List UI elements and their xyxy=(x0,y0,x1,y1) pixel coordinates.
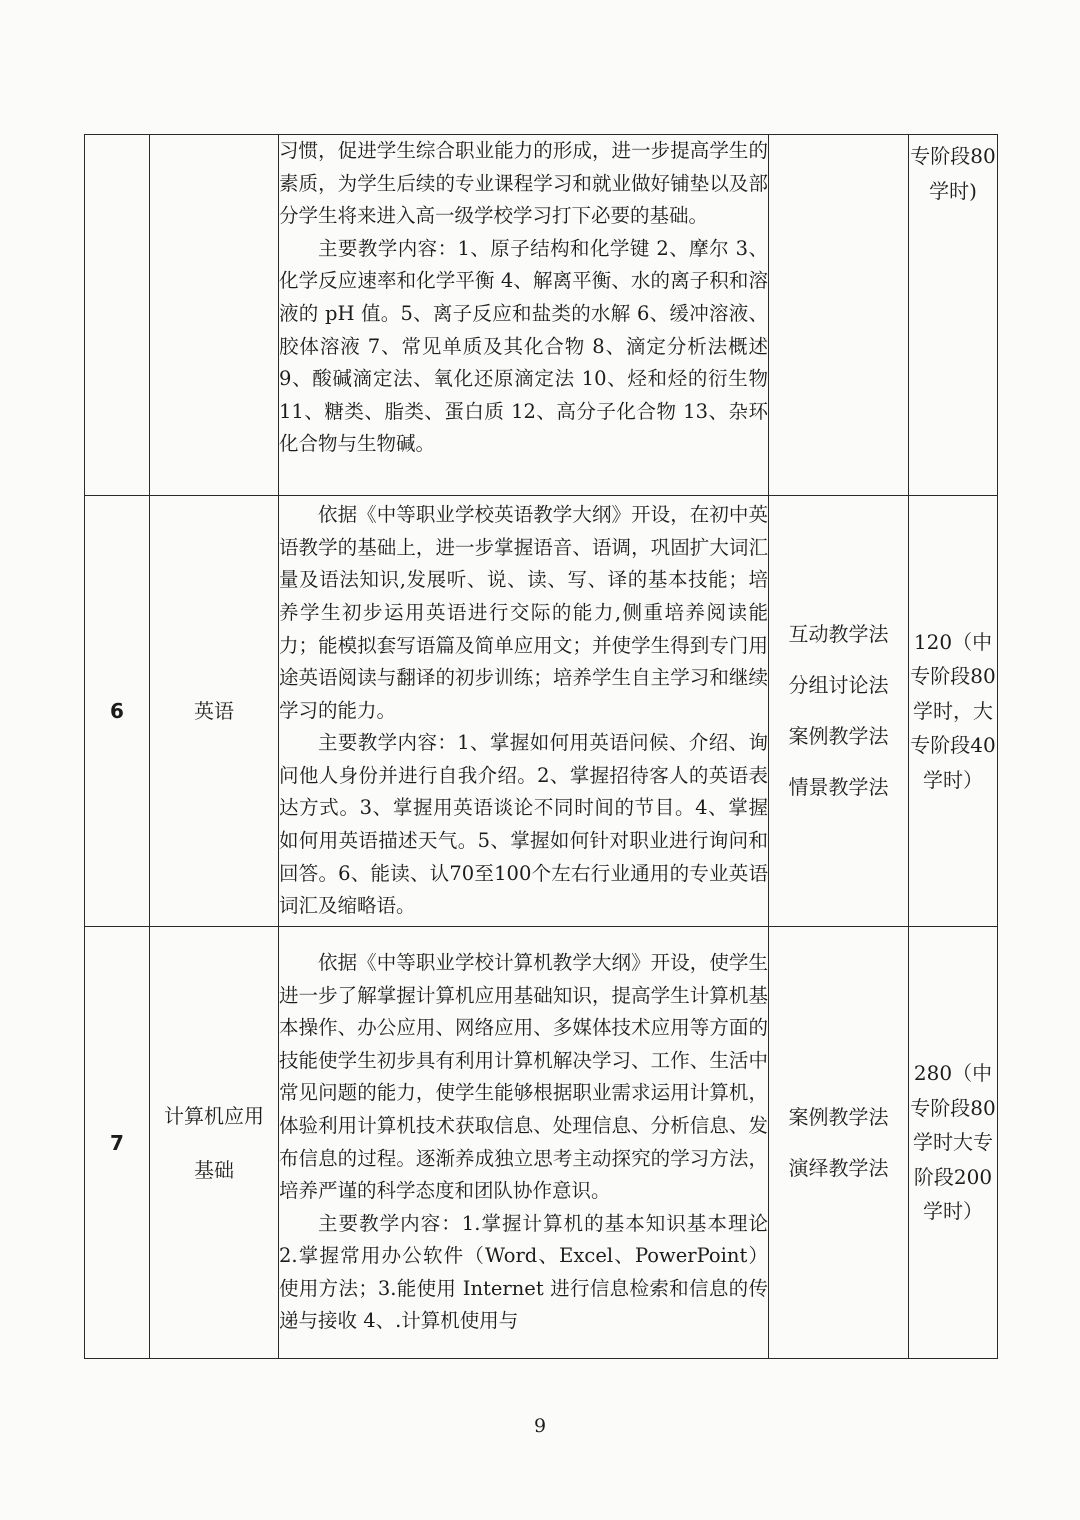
class-hours-cell xyxy=(909,135,998,496)
class-hours-text: 专阶段80学时) xyxy=(910,144,996,203)
description-paragraph: 依据《中等职业学校英语教学大纲》开设，在初中英语教学的基础上，进一步掌握语音、语调，巩固扩大词汇量及语法知识,发展听、说、读、写、译的基本技能；培养学生初步运用英语进行交际的能力,侧重培养阅读能力；能模拟套写语篇及简单应用文；并使学生得到专门用途英语阅读与翻译的初步训练；培养学生自主学习和继续学习的能力。 xyxy=(279,503,768,722)
teaching-method: 演绎教学法 xyxy=(788,1155,889,1180)
teaching-method: 情景教学法 xyxy=(788,775,889,799)
teaching-method: 案例教学法 xyxy=(788,724,889,748)
page-number: 9 xyxy=(533,1415,547,1437)
course-name-line: 基础 xyxy=(194,1157,234,1182)
course-name-line: 英语 xyxy=(194,699,234,723)
course-number-cell: 7 xyxy=(85,927,150,1359)
course-description-cell xyxy=(279,135,769,496)
teaching-method-cell xyxy=(769,496,909,927)
course-description-cell xyxy=(279,927,769,1359)
course-description-cell xyxy=(279,496,769,927)
teaching-method-cell xyxy=(769,135,909,496)
course-name-cell xyxy=(150,135,279,496)
teaching-method: 案例教学法 xyxy=(788,1104,889,1129)
table-body xyxy=(85,135,998,1359)
class-hours-text: 280（中专阶段80学时大专阶段200学时） xyxy=(910,1061,996,1224)
table-row xyxy=(85,927,998,1359)
class-hours-cell xyxy=(909,496,998,927)
curriculum-table xyxy=(84,134,998,1359)
description-paragraph: 主要教学内容：1、掌握如何用英语问候、介绍、询问他人身份并进行自我介绍。2、掌握招待客人的英语表达方式。3、掌握用英语谈论不同时间的节目。4、掌握如何用英语描述天气。5、掌握如何针对职业进行询问和回答。6、能读、认70至100个左右行业通用的专业英语词汇及缩略语。 xyxy=(279,731,768,918)
description-paragraph: 习惯，促进学生综合职业能力的形成，进一步提高学生的素质，为学生后续的专业课程学习和就业做好铺垫以及部分学生将来进入高一级学校学习打下必要的基础。 xyxy=(279,139,768,228)
description-paragraph: 主要教学内容：1、原子结构和化学键 2、摩尔 3、化学反应速率和化学平衡 4、解离平衡、水的离子积和溶液的 pH 值。5、离子反应和盐类的水解 6、缓冲溶液、胶体溶液 7、常见单质及其化合物 8、滴定分析法概述 9、酸碱滴定法、氧化还原滴定法 10、烃和烃的衍生物 11、糖类、脂类、蛋白质 12、高分子化合物 13、杂环化合物与生物碱。 xyxy=(279,236,768,456)
description-paragraph: 依据《中等职业学校计算机教学大纲》开设，使学生进一步了解掌握计算机应用基础知识，提高学生计算机基本操作、办公应用、网络应用、多媒体技术应用等方面的技能使学生初步具有利用计算机解决学习、工作、生活中常见问题的能力，使学生能够根据职业需求运用计算机，体验利用计算机技术获取信息、处理信息、分析信息、发布信息的过程。逐渐养成独立思考主动探究的学习方法，培养严谨的科学态度和团队协作意识。 xyxy=(279,950,768,1203)
teaching-method: 互动教学法 xyxy=(788,622,889,646)
class-hours-text: 120（中专阶段80学时，大专阶段40学时） xyxy=(910,629,996,792)
teaching-method: 分组讨论法 xyxy=(788,673,889,697)
course-number-cell xyxy=(85,135,150,496)
course-name-line: 计算机应用 xyxy=(164,1103,264,1128)
table-row xyxy=(85,496,998,927)
table-row xyxy=(85,135,998,496)
course-number-cell: 6 xyxy=(85,496,150,927)
course-name-cell xyxy=(150,496,279,927)
description-paragraph: 主要教学内容：1.掌握计算机的基本知识基本理论 2.掌握常用办公软件（Word、Excel、PowerPoint）使用方法；3.能使用 Internet 进行信息检索和信息的传递与接收 4、.计算机使用与 xyxy=(279,1211,768,1333)
course-name-cell xyxy=(150,927,279,1359)
teaching-method-cell xyxy=(769,927,909,1359)
class-hours-cell xyxy=(909,927,998,1359)
